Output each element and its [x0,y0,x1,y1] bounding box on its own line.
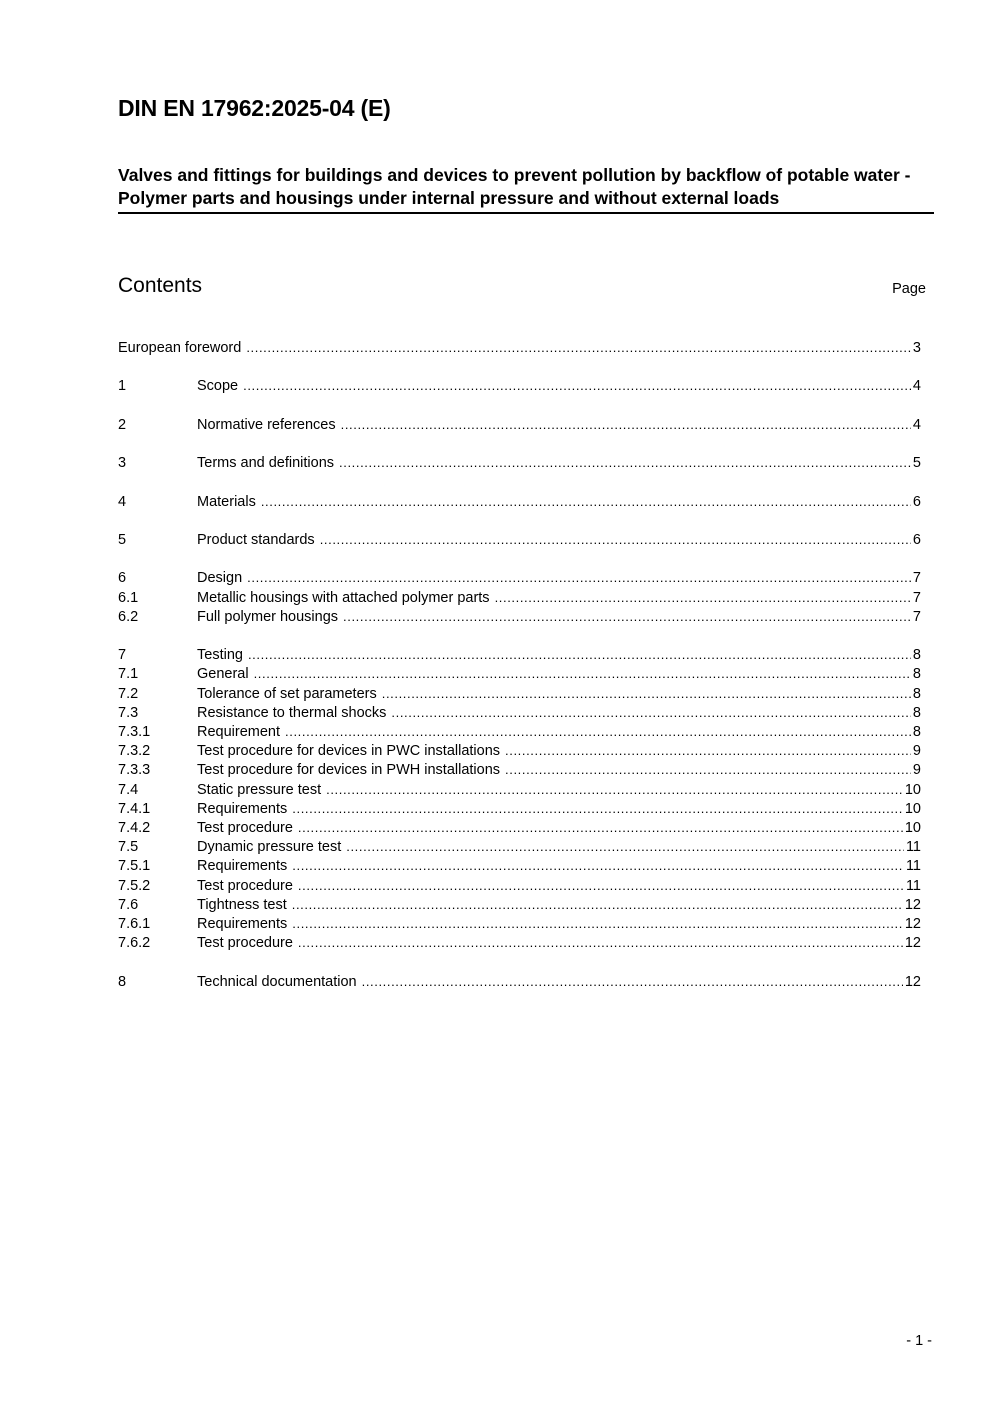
toc-entry[interactable] [118,607,921,626]
toc-entry[interactable] [118,914,921,933]
toc-entry-label: Materials [197,493,256,510]
toc-entry[interactable] [118,856,921,875]
toc-dot-leader [261,492,911,511]
toc-dot-leader [505,741,911,760]
toc-entry-page: 3 [912,340,921,356]
toc-entry-page: 7 [912,570,921,587]
toc-entry[interactable] [118,837,921,856]
toc-dot-leader [320,530,911,549]
toc-entry-label: Test procedure [197,820,293,836]
toc-dot-leader [254,664,911,683]
toc-dot-leader [248,645,911,664]
toc-entry[interactable] [118,568,921,587]
toc-entry-label: Normative references [197,416,336,433]
toc-dot-leader [339,453,911,472]
toc-entry[interactable] [118,645,921,664]
toc-dot-leader [341,415,911,434]
toc-entry-page: 4 [912,378,921,395]
toc-entry[interactable] [118,338,921,357]
toc-entry-label: Testing [197,647,243,664]
toc-entry-number: 7 [118,647,127,664]
toc-entry[interactable] [118,933,921,952]
toc-entry-page: 11 [905,839,921,856]
toc-entry[interactable] [118,492,921,511]
toc-entry-number: 5 [118,532,127,548]
toc-entry-page: 11 [905,858,921,875]
toc-dot-leader [247,568,911,587]
document-title: Valves and fittings for buildings and devices to prevent pollution by backflow of potable water - Polymer parts and housings under internal pressure and without external loads [118,164,934,214]
toc-dot-leader [292,895,903,914]
toc-entry[interactable] [118,530,921,549]
toc-entry-label: Tolerance of set parameters [197,685,377,702]
toc-entry-number: 7.5.1 [118,858,151,875]
toc-entry-page: 10 [904,820,921,836]
toc-entry-number: 7.3 [118,704,139,721]
toc-entry-number: 4 [118,493,127,510]
toc-entry-page: 8 [912,666,921,683]
toc-entry-number: 8 [118,973,127,990]
toc-entry-number: 7.3.3 [118,762,151,779]
page-column-heading: Page [892,281,926,297]
toc-entry[interactable] [118,741,921,760]
toc-entry-page: 10 [904,781,921,798]
toc-entry[interactable] [118,664,921,683]
toc-entry-page: 10 [904,800,921,817]
toc-entry-page: 9 [912,743,921,760]
toc-entry[interactable] [118,453,921,472]
toc-entry-label: General [197,666,249,683]
toc-entry-number: 6 [118,570,127,587]
toc-dot-leader [246,338,911,357]
toc-entry[interactable] [118,722,921,741]
toc-entry[interactable] [118,799,921,818]
toc-entry-number: 2 [118,416,127,433]
toc-entry-number: 7.3.2 [118,743,151,760]
toc-dot-leader [285,722,911,741]
toc-entry[interactable] [118,415,921,434]
toc-entry-page: 6 [912,532,921,548]
toc-entry[interactable] [118,895,921,914]
toc-entry-label: Test procedure for devices in PWH installations [197,762,501,779]
toc-entry-label: Full polymer housings [197,608,339,625]
toc-entry[interactable] [118,780,921,799]
toc-dot-leader [343,607,911,626]
toc-entry-page: 8 [912,647,921,664]
toc-entry-number: 6.2 [118,608,139,625]
toc-entry-label: Static pressure test [197,781,322,798]
toc-entry-number: 7.4 [118,781,139,798]
toc-entry-label: Resistance to thermal shocks [197,704,387,721]
toc-entry-number: 3 [118,455,127,472]
toc-entry[interactable] [118,972,921,991]
toc-entry-page: 12 [904,896,921,913]
toc-entry-label: Tightness test [197,896,287,913]
toc-dot-leader [298,933,903,952]
toc-dot-leader [505,760,911,779]
toc-entry-number: 7.5 [118,839,139,856]
toc-entry-page: 12 [904,973,921,990]
toc-entry-page: 8 [912,704,921,721]
toc-dot-leader [292,914,903,933]
toc-entry[interactable] [118,876,921,895]
toc-dot-leader [346,837,904,856]
toc-entry-page: 12 [904,916,921,932]
toc-dot-leader [292,799,903,818]
toc-dot-leader [298,876,904,895]
toc-entry[interactable] [118,703,921,722]
toc-entry-label: Dynamic pressure test [197,839,342,856]
toc-entry-page: 7 [912,608,921,625]
toc-entry-number: 7.6.2 [118,935,151,952]
toc-entry-number: 6.1 [118,589,139,606]
toc-entry-page: 8 [912,685,921,702]
toc-entry[interactable] [118,684,921,703]
toc-entry-label: Test procedure [197,935,293,952]
toc-entry[interactable] [118,760,921,779]
toc-entry-label: Test procedure [197,877,293,894]
toc-entry[interactable] [118,588,921,607]
toc-entry-label: Requirements [197,858,288,875]
toc-dot-leader [362,972,903,991]
toc-dot-leader [292,856,904,875]
toc-dot-leader [495,588,911,607]
toc-entry-label: Product standards [197,532,315,548]
contents-heading: Contents [118,274,203,297]
toc-entry-label: Scope [197,378,239,395]
toc-dot-leader [326,780,903,799]
toc-entry-number: 7.6.1 [118,916,151,932]
toc-entry-label: Technical documentation [197,973,357,990]
toc-entry[interactable] [118,376,921,395]
toc-entry-page: 11 [905,877,921,894]
toc-dot-leader [298,818,903,837]
toc-entry-label: Metallic housings with attached polymer parts [197,589,490,606]
toc-entry-label: Test procedure for devices in PWC installations [197,743,501,760]
toc-entry-label: Requirement [197,724,281,740]
toc-entry-number: 7.1 [118,666,139,683]
toc-entry-label: European foreword [118,340,242,356]
toc-entry-label: Design [197,570,243,587]
toc-entry-number: 7.2 [118,685,139,702]
toc-entry-page: 4 [912,416,921,433]
toc-entry-number: 7.4.2 [118,820,151,836]
document-id: DIN EN 17962:2025-04 (E) [118,95,391,121]
toc-dot-leader [243,376,911,395]
page-number: - 1 - [906,1333,932,1349]
toc-entry[interactable] [118,818,921,837]
toc-entry-page: 5 [912,455,921,472]
toc-entry-page: 7 [912,589,921,606]
toc-dot-leader [391,703,911,722]
toc-entry-label: Requirements [197,800,288,817]
toc-entry-number: 7.5.2 [118,877,151,894]
toc-dot-leader [382,684,911,703]
toc-entry-page: 8 [912,724,921,740]
toc-entry-label: Terms and definitions [197,455,335,472]
toc-entry-page: 6 [912,493,921,510]
toc-entry-number: 7.4.1 [118,800,151,817]
toc-entry-number: 1 [118,378,127,395]
toc-entry-number: 7.6 [118,896,139,913]
toc-entry-page: 9 [912,762,921,779]
toc-entry-page: 12 [904,935,921,952]
toc-entry-number: 7.3.1 [118,724,151,740]
toc-entry-label: Requirements [197,916,288,932]
